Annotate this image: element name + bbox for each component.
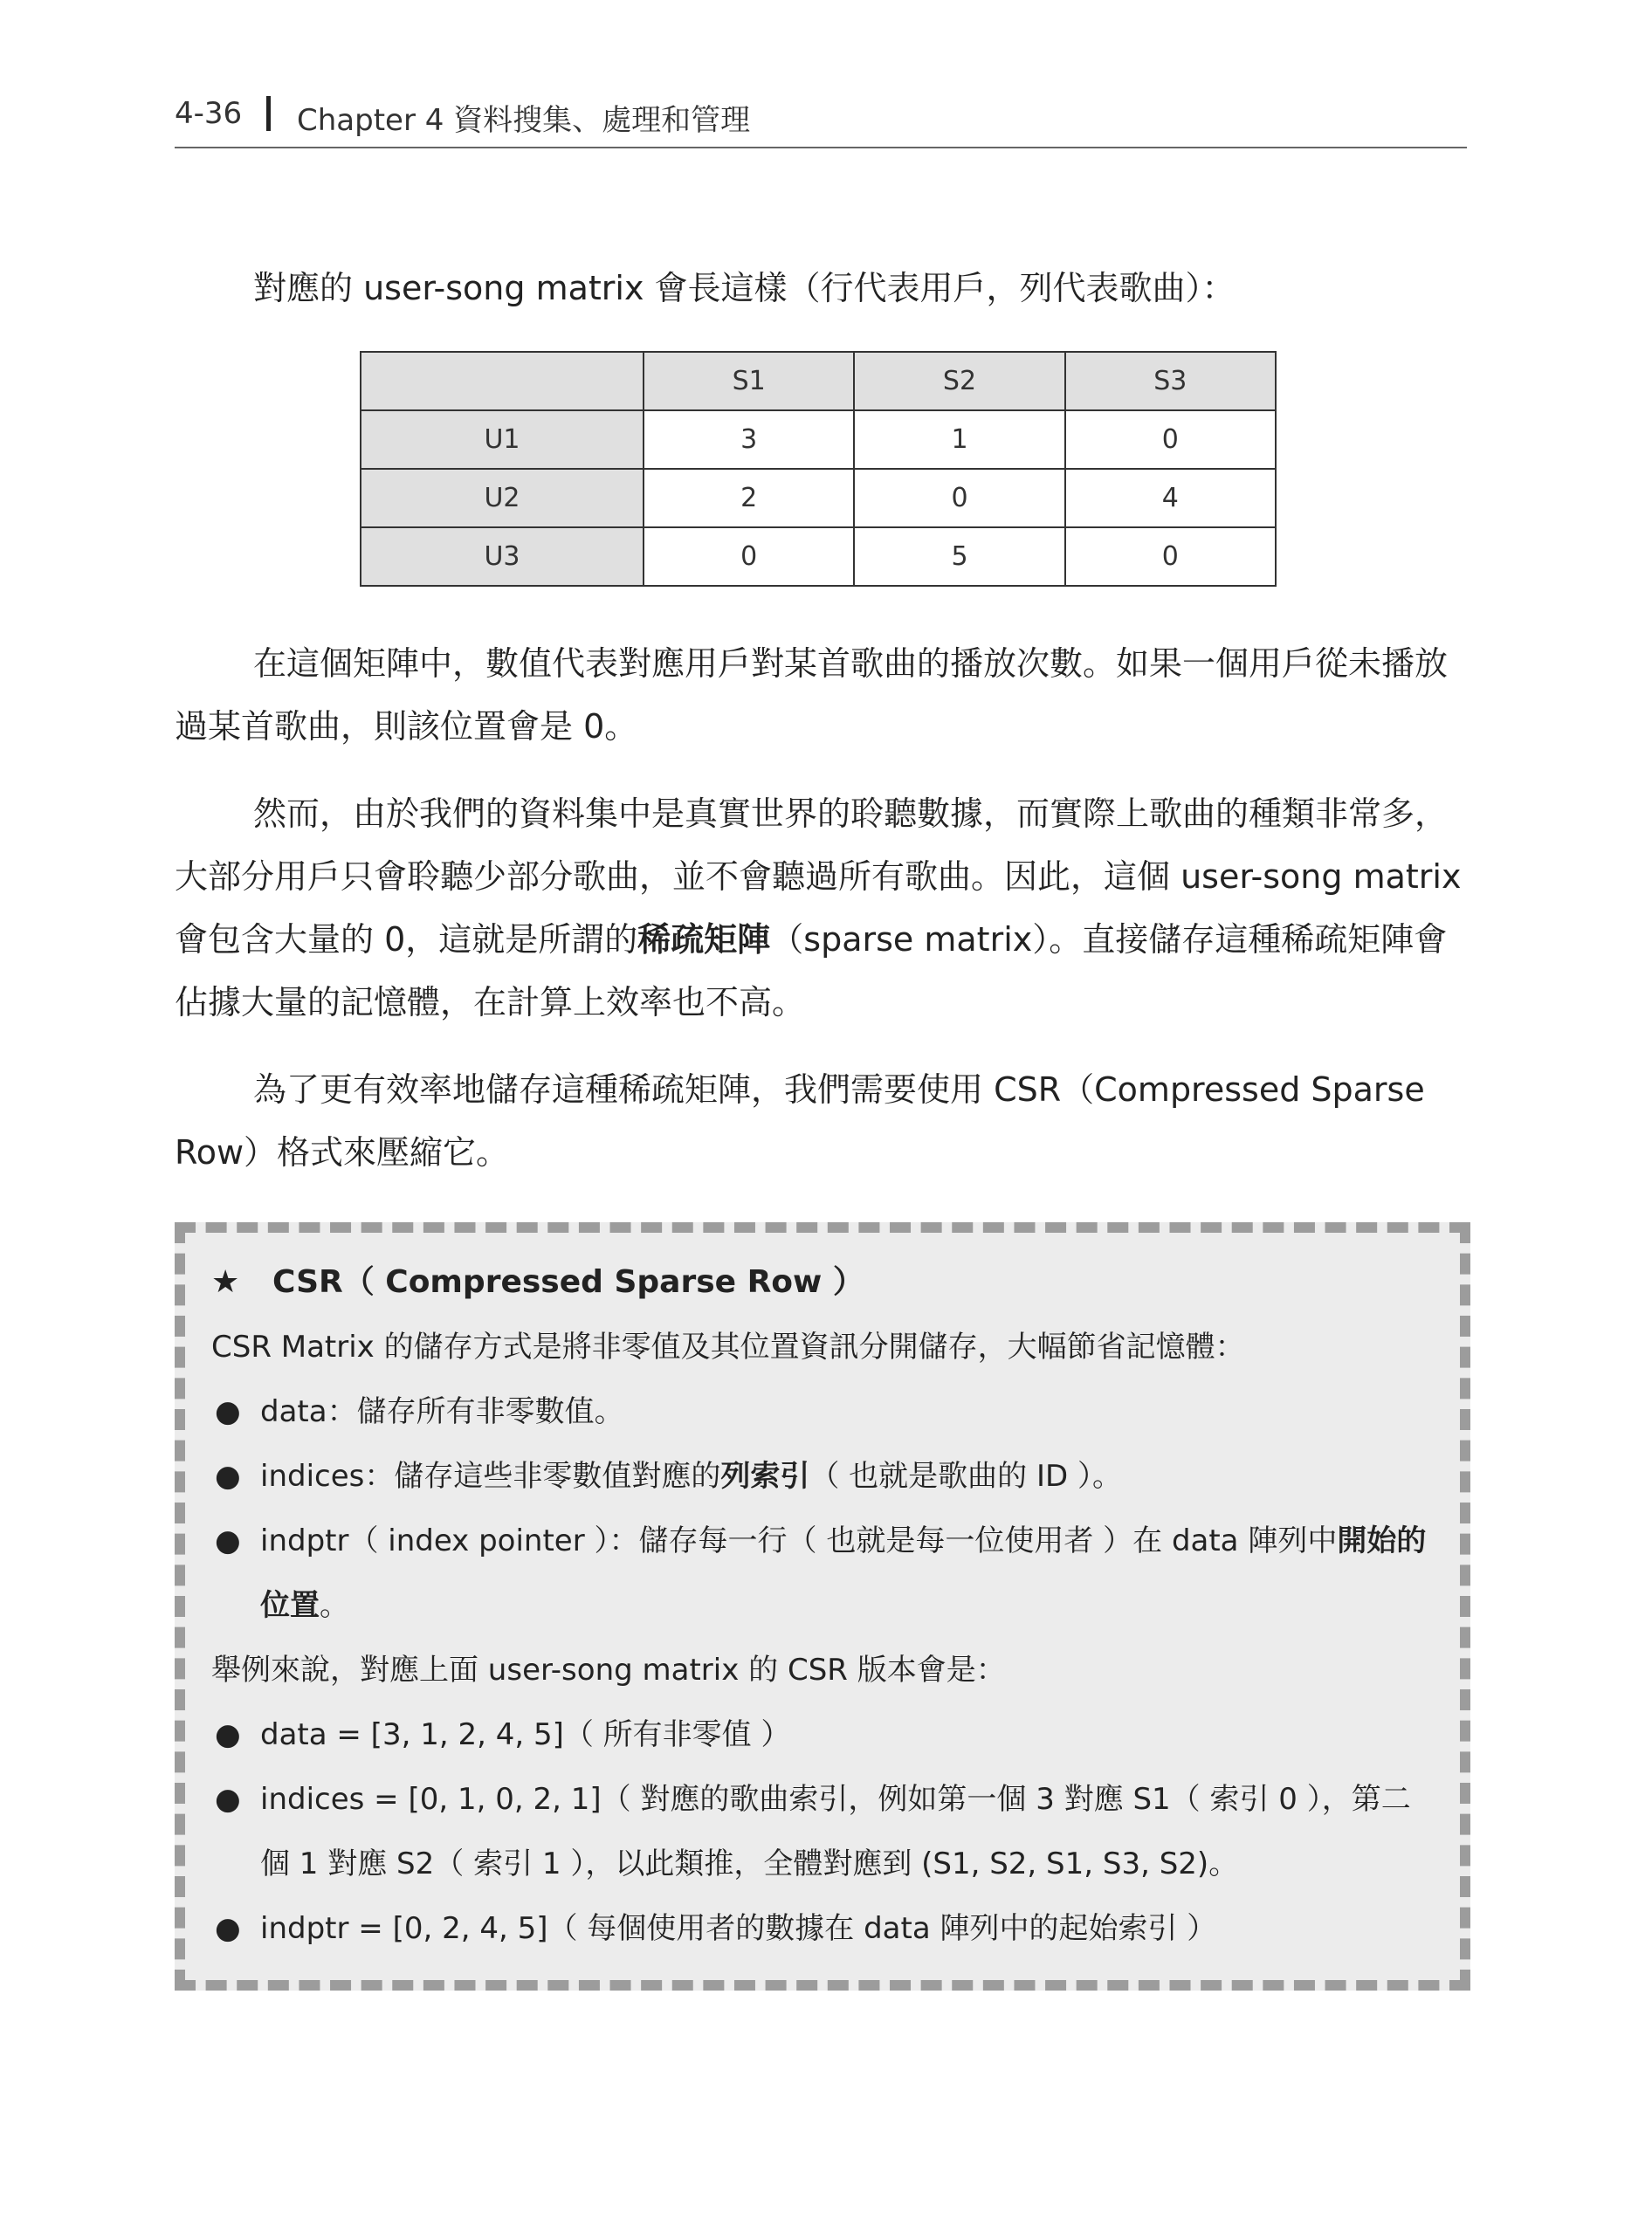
- table-cell: 3: [644, 410, 854, 469]
- table-row: [361, 410, 1276, 469]
- table-cell: 0: [854, 469, 1064, 527]
- paragraph-2: [175, 782, 1467, 1034]
- intro-text: 對應的 user-song matrix 會長這樣（行代表用戶，列代表歌曲）：: [253, 269, 1236, 307]
- list-item-text: indptr（ index pointer ）：儲存每一行（ 也就是每一位使用者 ）在 data 陣列中: [260, 1523, 1338, 1558]
- paragraph-1: [175, 632, 1467, 758]
- bullet-icon: ●: [215, 1459, 241, 1494]
- table-row: [361, 527, 1276, 586]
- row-header: U3: [361, 527, 644, 586]
- list-item-text: indptr = [0, 2, 4, 5]（ 每個使用者的數據在 data 陣列中的起始索引 ）: [260, 1911, 1217, 1946]
- box-title: [211, 1250, 1434, 1315]
- list-item: [211, 1379, 1434, 1444]
- paragraph-2-text-end: （sparse matrix）。直接儲存這種稀疏矩陣會佔據大量的記憶體，在計算上效率也不高。: [175, 920, 1448, 1021]
- list-item-text-end: （ 也就是歌曲的 ID ）。: [809, 1459, 1122, 1494]
- column-header: S2: [854, 352, 1064, 410]
- table-cell: 4: [1065, 469, 1276, 527]
- list-item-text: indices：儲存這些非零數值對應的: [260, 1459, 721, 1494]
- star-icon: ★: [211, 1264, 240, 1300]
- list-item: [211, 1509, 1434, 1638]
- column-header: S3: [1065, 352, 1276, 410]
- chapter-title: Chapter 4 資料搜集、處理和管理: [297, 103, 751, 138]
- row-header: U2: [361, 469, 644, 527]
- start-position-term: 開始的位置: [260, 1523, 1427, 1623]
- list-item-text: data = [3, 1, 2, 4, 5]（ 所有非零值 ）: [260, 1717, 791, 1752]
- table-cell: 5: [854, 527, 1064, 586]
- bullet-icon: ●: [215, 1911, 241, 1946]
- paragraph-3: [175, 1058, 1467, 1184]
- list-item-text: data：儲存所有非零數值。: [260, 1394, 624, 1429]
- table-corner-cell: [361, 352, 644, 410]
- bullet-icon: ●: [215, 1523, 241, 1558]
- table-cell: 1: [854, 410, 1064, 469]
- example-intro: 舉例來說，對應上面 user-song matrix 的 CSR 版本會是：: [211, 1653, 1006, 1688]
- list-item: [211, 1702, 1434, 1767]
- column-header: S1: [644, 352, 854, 410]
- table-header-row: [361, 352, 1276, 410]
- page-number: 4-36: [175, 96, 243, 131]
- list-item-text: indices = [0, 1, 0, 2, 1]（ 對應的歌曲索引，例如第一個 3 對應 S1（ 索引 0 ），第二個 1 對應 S2（ 索引 1 ），以此類推，全體對應到 (S1, S2, S1, S3, S2)。: [260, 1782, 1411, 1881]
- list-item: [211, 1767, 1434, 1896]
- table-row: [361, 469, 1276, 527]
- table-cell: 0: [644, 527, 854, 586]
- sparse-matrix-term: 稀疏矩陣: [637, 920, 771, 959]
- table-cell: 0: [1065, 410, 1276, 469]
- header-divider: [266, 96, 271, 131]
- list-item: [211, 1896, 1434, 1961]
- bullet-icon: ●: [215, 1717, 241, 1752]
- box-description: CSR Matrix 的儲存方式是將非零值及其位置資訊分開儲存，大幅節省記憶體：: [211, 1330, 1245, 1365]
- column-index-term: 列索引: [720, 1459, 810, 1494]
- user-song-matrix-table: [360, 351, 1277, 587]
- page-header: [175, 91, 1467, 148]
- bullet-icon: ●: [215, 1782, 241, 1817]
- paragraph-2-text: 然而，由於我們的資料集中是真實世界的聆聽數據，而實際上歌曲的種類非常多，大部分用戶只會聆聽少部分歌曲，並不會聽過所有歌曲。因此，這個 user-song matrix 會包含大量的 0，這就是所謂的: [175, 794, 1462, 959]
- row-header: U1: [361, 410, 644, 469]
- list-item: [211, 1444, 1434, 1509]
- table-cell: 2: [644, 469, 854, 527]
- csr-info-box: [175, 1222, 1470, 1991]
- bullet-icon: ●: [215, 1394, 241, 1429]
- paragraph-1-text: 在這個矩陣中，數值代表對應用戶對某首歌曲的播放次數。如果一個用戶從未播放過某首歌曲，則該位置會是 0。: [175, 644, 1449, 746]
- box-title-text: CSR（ Compressed Sparse Row ）: [272, 1264, 864, 1300]
- paragraph-3-text: 為了更有效率地儲存這種稀疏矩陣，我們需要使用 CSR（Compressed Sparse Row）格式來壓縮它。: [175, 1070, 1425, 1172]
- table-cell: 0: [1065, 527, 1276, 586]
- list-item-text-end: 。: [320, 1588, 349, 1623]
